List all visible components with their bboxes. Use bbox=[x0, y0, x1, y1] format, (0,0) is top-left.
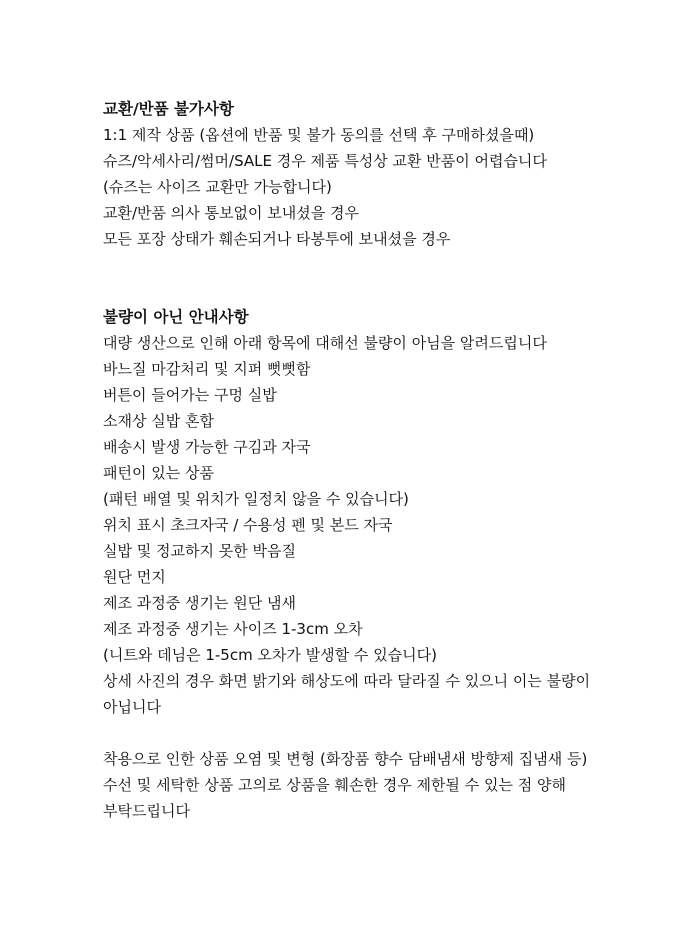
not-defect-line: 버튼이 들어가는 구멍 실밥 bbox=[103, 386, 277, 404]
no-return-line: 1:1 제작 상품 (옵션에 반품 및 불가 동의를 선택 후 구매하셨을때) bbox=[103, 126, 535, 144]
section-title-no-return: 교환/반품 불가사항 bbox=[103, 100, 234, 118]
not-defect-line: 소재상 실밥 혼합 bbox=[103, 412, 214, 430]
not-defect-line: 제조 과정중 생기는 사이즈 1-3cm 오차 bbox=[103, 620, 363, 638]
not-defect-line: 배송시 발생 가능한 구김과 자국 bbox=[103, 438, 311, 456]
no-return-line: 교환/반품 의사 통보없이 보내셨을 경우 bbox=[103, 204, 359, 222]
no-return-line: 슈즈/악세사리/썸머/SALE 경우 제품 특성상 교환 반품이 어렵습니다 bbox=[103, 152, 547, 170]
footer-note: 수선 및 세탁한 상품 고의로 상품을 훼손한 경우 제한될 수 있는 점 양해 부탁드립니다 bbox=[103, 776, 566, 820]
no-return-line: (슈즈는 사이즈 교환만 가능합니다) bbox=[103, 178, 332, 196]
section-spacer bbox=[103, 720, 603, 746]
not-defect-line: 제조 과정중 생기는 원단 냄새 bbox=[103, 594, 296, 612]
not-defect-line: 상세 사진의 경우 화면 밝기와 해상도에 따라 달라질 수 있으니 이는 불량이 아닙니다 bbox=[103, 672, 591, 716]
no-return-line: 모든 포장 상태가 훼손되거나 타봉투에 보내셨을 경우 bbox=[103, 230, 451, 248]
not-defect-line: 대량 생산으로 인해 아래 항목에 대해선 불량이 아님을 알려드립니다 bbox=[103, 334, 547, 352]
notice-document bbox=[103, 96, 603, 824]
not-defect-line: (패턴 배열 및 위치가 일정치 않을 수 있습니다) bbox=[103, 490, 409, 508]
section-title-not-defect: 불량이 아닌 안내사항 bbox=[103, 308, 249, 326]
not-defect-line: 실밥 및 정교하지 못한 박음질 bbox=[103, 542, 296, 560]
not-defect-line: 바느질 마감처리 및 지퍼 뻣뻣함 bbox=[103, 360, 311, 378]
not-defect-line: (니트와 데님은 1-5cm 오차가 발생할 수 있습니다) bbox=[103, 646, 438, 664]
not-defect-line: 위치 표시 초크자국 / 수용성 펜 및 본드 자국 bbox=[103, 516, 393, 534]
not-defect-line: 패턴이 있는 상품 bbox=[103, 464, 214, 482]
not-defect-line: 원단 먼지 bbox=[103, 568, 166, 586]
section-spacer bbox=[103, 252, 603, 304]
footer-note: 착용으로 인한 상품 오염 및 변형 (화장품 향수 담배냄새 방향제 집냄새 등) bbox=[103, 750, 588, 768]
